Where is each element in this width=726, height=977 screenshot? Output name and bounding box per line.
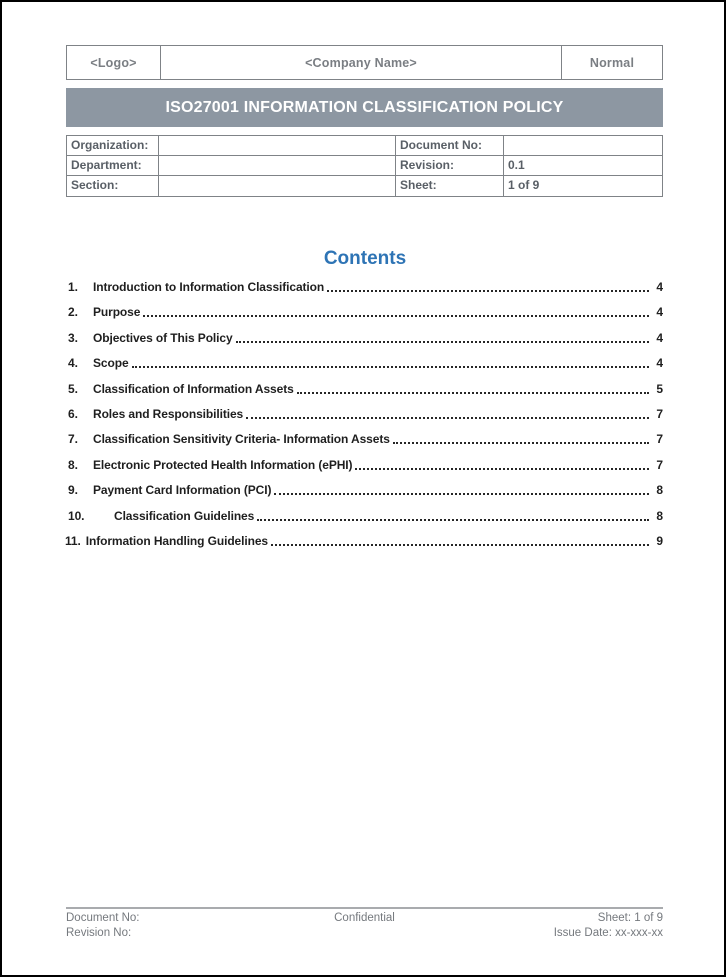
footer-confidential: Confidential: [334, 912, 395, 924]
toc-entry-title: Classification Guidelines: [114, 508, 255, 523]
dot-leader: [271, 544, 649, 546]
toc-entry-title: Objectives of This Policy: [93, 330, 233, 345]
toc-entry-title: Payment Card Information (PCI): [93, 483, 272, 498]
toc-entry-page: 4: [656, 305, 663, 320]
toc-entry-scope[interactable]: [66, 354, 663, 370]
toc-entry-page: 7: [656, 457, 663, 472]
toc-entry-title: Classification of Information Assets: [93, 381, 294, 396]
doc-type-cell: Normal: [589, 55, 635, 70]
dot-leader: [297, 392, 649, 394]
info-row-organization: [67, 136, 662, 156]
dot-leader: [327, 290, 649, 292]
contents-heading: Contents: [323, 248, 407, 269]
dot-leader: [236, 341, 649, 343]
document-no-label: Document No:: [396, 136, 504, 155]
toc-entry-objectives[interactable]: [66, 329, 663, 345]
toc-entry-title: Information Handling Guidelines: [85, 533, 268, 548]
department-label: Department:: [67, 156, 159, 175]
toc-entry-page: 7: [656, 406, 663, 421]
revision-label: Revision:: [396, 156, 504, 175]
document-info-table: [66, 135, 663, 197]
toc-entry-sensitivity-criteria[interactable]: [66, 430, 663, 446]
section-label: Section:: [67, 176, 159, 196]
toc-entry-page: 5: [656, 381, 663, 396]
dot-leader: [143, 315, 649, 317]
dot-leader: [257, 519, 649, 521]
toc-entry-page: 9: [656, 533, 663, 548]
footer-sheet: Sheet: 1 of 9: [597, 912, 663, 924]
toc-entry-page: 4: [656, 330, 663, 345]
footer-document-no: Document No:: [66, 912, 140, 924]
toc-entry-pci[interactable]: [66, 481, 663, 497]
toc-entry-purpose[interactable]: [66, 303, 663, 319]
sheet-value: 1 of 9: [508, 178, 540, 192]
toc-entry-number: 1.: [68, 280, 78, 294]
toc-entry-number: 8.: [68, 457, 78, 472]
page-footer: [66, 911, 663, 941]
toc-entry-page: 8: [656, 483, 663, 498]
toc-entry-number: 2.: [68, 305, 78, 320]
footer-center: [265, 911, 464, 941]
toc-entry-page: 7: [656, 432, 663, 447]
title-banner: [66, 88, 663, 127]
toc-entry-title: Electronic Protected Health Information (ePHI): [93, 457, 353, 472]
toc-entry-page: 8: [656, 508, 663, 523]
dot-leader: [132, 366, 649, 368]
toc-entry-page: 4: [656, 356, 663, 371]
section-value: [159, 176, 396, 196]
toc-entry-page: 4: [656, 280, 663, 294]
toc-entry-number: 4.: [68, 356, 78, 371]
toc-entry-number: 11.: [65, 533, 81, 548]
toc-entry-handling-guidelines[interactable]: [63, 532, 663, 548]
toc-entry-number: 10.: [68, 508, 85, 523]
dot-leader: [355, 468, 649, 470]
header-table: [66, 45, 663, 80]
toc-entry-title: Roles and Responsibilities: [93, 406, 244, 421]
toc-entry-number: 9.: [68, 483, 78, 498]
toc-entry-number: 3.: [68, 330, 78, 345]
toc-entry-classification-assets[interactable]: [66, 380, 663, 396]
toc-entry-roles-responsibilities[interactable]: [66, 405, 663, 421]
toc-entry-classification-guidelines[interactable]: [66, 507, 663, 523]
logo-placeholder: <Logo>: [67, 46, 161, 79]
table-of-contents: [66, 278, 663, 557]
info-row-department: [67, 156, 662, 176]
document-no-value: [504, 136, 662, 155]
footer-issue-date: Issue Date: xx-xxx-xx: [553, 927, 663, 939]
toc-entry-title: Classification Sensitivity Criteria- Information Assets: [93, 432, 390, 447]
department-value: [159, 156, 396, 175]
company-name-placeholder: <Company Name>: [161, 46, 562, 79]
revision-value: 0.1: [508, 158, 525, 172]
toc-entry-title: Introduction to Information Classification: [93, 280, 325, 294]
dot-leader: [246, 417, 649, 419]
dot-leader: [274, 493, 649, 495]
toc-entry-title: Purpose: [93, 305, 141, 320]
document-title: ISO27001 INFORMATION CLASSIFICATION POLICY: [165, 98, 564, 116]
toc-entry-number: 5.: [68, 381, 78, 396]
toc-entry-number: 6.: [68, 406, 78, 421]
footer-divider: [66, 907, 663, 909]
sheet-label: Sheet:: [396, 176, 504, 196]
footer-left: [66, 911, 265, 941]
organization-label: Organization:: [67, 136, 159, 155]
dot-leader: [393, 442, 649, 444]
info-row-section: [67, 176, 662, 196]
toc-entry-ephi[interactable]: [66, 456, 663, 472]
footer-revision-no: Revision No:: [66, 927, 132, 939]
toc-entry-title: Scope: [93, 356, 129, 371]
organization-value: [159, 136, 396, 155]
toc-entry-introduction[interactable]: [66, 278, 663, 294]
footer-right: [464, 911, 663, 941]
toc-entry-number: 7.: [68, 432, 78, 447]
